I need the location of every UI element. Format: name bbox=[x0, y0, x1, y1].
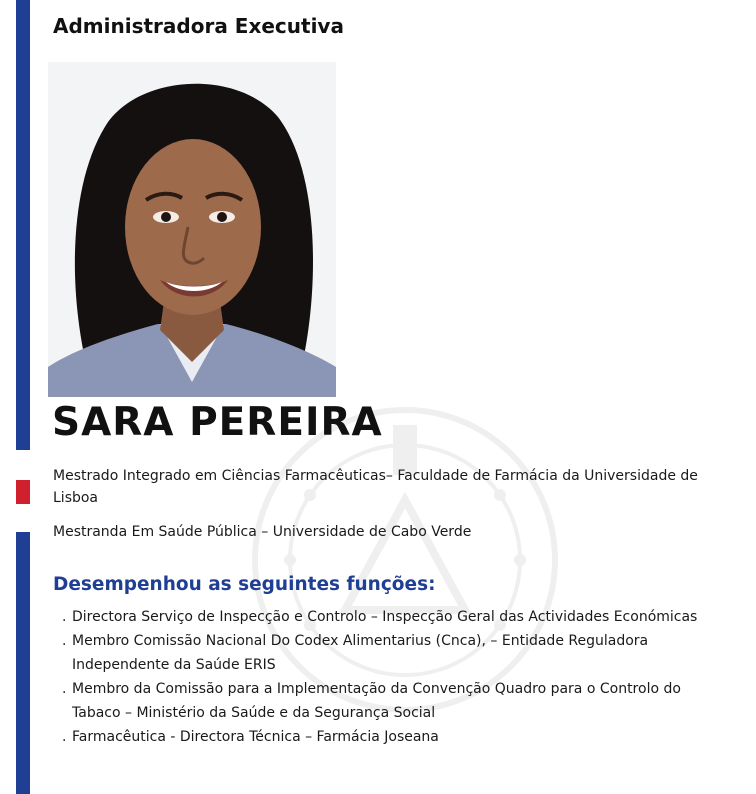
role-title: Administradora Executiva bbox=[53, 14, 344, 38]
bullet: . bbox=[62, 609, 67, 625]
list-item bbox=[62, 725, 732, 749]
bullet: . bbox=[62, 633, 67, 649]
list-item bbox=[62, 629, 732, 677]
list-item-text: Membro Comissão Nacional Do Codex Alimentarius (Cnca), – Entidade Reguladora Independente da Saúde ERIS bbox=[72, 633, 649, 673]
person-name: SARA PEREIRA bbox=[52, 400, 383, 445]
bullet: . bbox=[62, 729, 67, 745]
functions-heading: Desempenhou as seguintes funções: bbox=[53, 574, 436, 595]
education-item-masters: Mestranda Em Saúde Pública – Universidade de Cabo Verde bbox=[53, 524, 472, 540]
list-item bbox=[62, 677, 732, 725]
education-item-degree: Mestrado Integrado em Ciências Farmacêuticas– Faculdade de Farmácia da Universidade de Lisboa bbox=[53, 468, 698, 506]
portrait-photo bbox=[48, 62, 336, 397]
bullet: . bbox=[62, 681, 67, 697]
left-stripe-red bbox=[16, 480, 30, 504]
list-item-text: Directora Serviço de Inspecção e Controlo – Inspecção Geral das Actividades Económicas bbox=[72, 609, 698, 625]
list-item-text: Membro da Comissão para a Implementação da Convenção Quadro para o Controlo do Tabaco – Ministério da Saúde e da Segurança Social bbox=[72, 681, 681, 721]
list-item bbox=[62, 605, 732, 629]
left-stripe-blue-bottom bbox=[16, 532, 30, 794]
list-item-text: Farmacêutica - Directora Técnica – Farmácia Joseana bbox=[72, 729, 439, 745]
portrait-icon bbox=[48, 62, 336, 397]
functions-list bbox=[62, 605, 732, 749]
left-stripe-blue-top bbox=[16, 0, 30, 450]
